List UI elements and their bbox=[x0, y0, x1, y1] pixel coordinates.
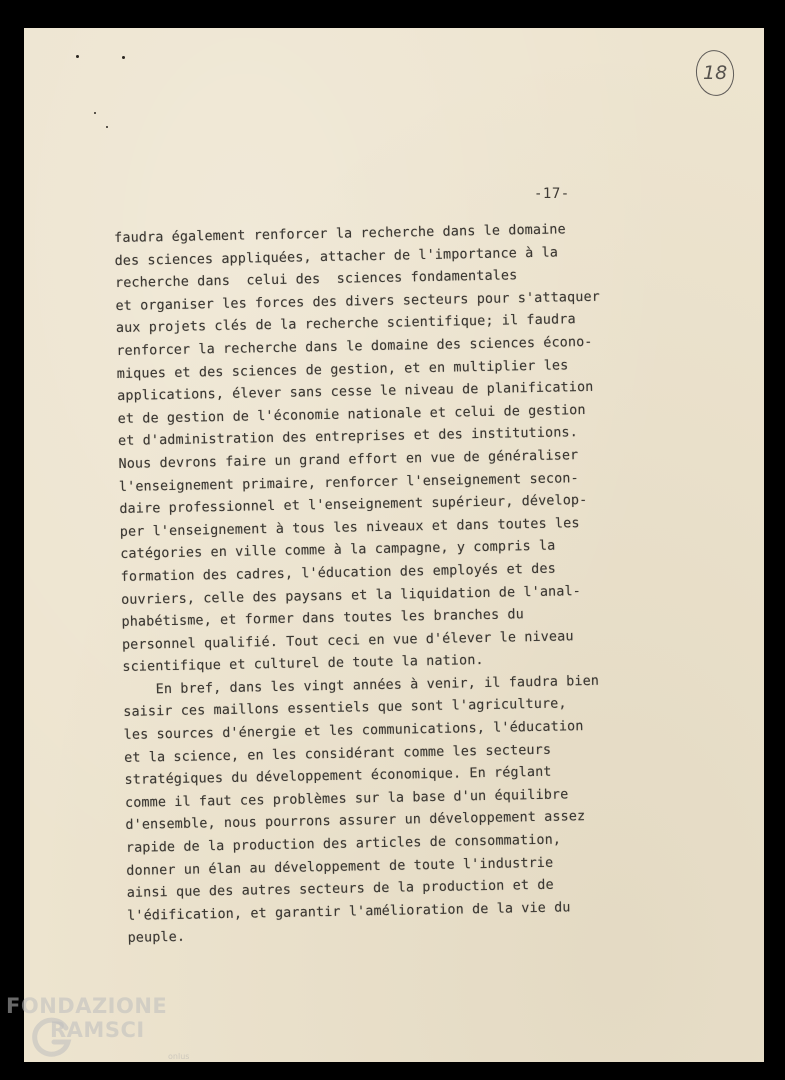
text-line: comme il faut ces problèmes sur la base d'un équilibre bbox=[124, 787, 569, 811]
text-line: ainsi que des autres secteurs de la production et de bbox=[126, 877, 554, 902]
text-line: personnel qualifié. Tout ceci en vue d'élever le niveau bbox=[121, 628, 574, 653]
text-line: peuple. bbox=[127, 930, 186, 947]
text-line: des sciences appliquées, attacher de l'importance à la bbox=[114, 245, 559, 269]
text-line: aux projets clés de la recherche scientifique; il faudra bbox=[115, 312, 576, 337]
text-line: d'ensemble, nous pourrons assurer un développement assez bbox=[125, 809, 586, 834]
watermark-line1: FONDAZIONE bbox=[6, 994, 168, 1018]
text-line: et la science, en les considérant comme les secteurs bbox=[124, 742, 552, 766]
page-number: -17- bbox=[534, 186, 570, 202]
folio-number: 18 bbox=[702, 62, 728, 84]
text-line: catégories en ville comme à la campagne, y compris la bbox=[120, 538, 556, 563]
text-line: formation des cadres, l'éducation des employés et des bbox=[120, 561, 557, 585]
text-line: et organiser les forces des divers secteurs pour s'attaquer bbox=[115, 289, 601, 314]
text-line: saisir ces maillons essentiels que sont l'agriculture, bbox=[123, 696, 567, 721]
watermark-line2: RAMSCI bbox=[50, 1018, 145, 1042]
typed-text-body bbox=[114, 217, 688, 951]
text-line: stratégiques du développement économique. En réglant bbox=[124, 764, 552, 789]
text-line: renforcer la recherche dans le domaine des sciences écono- bbox=[116, 334, 593, 359]
text-line: les sources d'énergie et les communications, l'éducation bbox=[123, 719, 584, 743]
watermark-small: onlus bbox=[168, 1052, 190, 1061]
text-line: l'édification, et garantir l'amélioration de la vie du bbox=[127, 900, 571, 924]
text-line: miques et des sciences de gestion, et en multiplier les bbox=[116, 357, 569, 382]
text-line: Nous devrons faire un grand effort en vue de généraliser bbox=[118, 448, 579, 472]
text-line: phabétisme, et former dans toutes les branches du bbox=[121, 607, 525, 631]
text-line: l'enseignement primaire, renforcer l'enseignement secon- bbox=[118, 470, 579, 495]
text-line: per l'enseignement à tous les niveaux et dans toutes les bbox=[119, 515, 580, 540]
text-line: applications, élever sans cesse le niveau de planification bbox=[117, 379, 594, 405]
text-line: scientifique et culturel de toute la nation. bbox=[122, 653, 484, 676]
paper-speck bbox=[76, 55, 79, 58]
text-line: et de gestion de l'économie nationale et celui de gestion bbox=[117, 402, 586, 427]
text-line: En bref, dans les vingt années à venir, il faudra bien bbox=[122, 673, 600, 698]
text-line: ouvriers, celle des paysans et la liquidation de l'anal- bbox=[120, 583, 582, 608]
text-line: rapide de la production des articles de consommation, bbox=[125, 832, 562, 856]
fondazione-gramsci-watermark bbox=[6, 994, 196, 1074]
text-line: et d'administration des entreprises et des institutions. bbox=[117, 425, 579, 450]
handwritten-folio-mark bbox=[693, 48, 737, 99]
text-line: donner un élan au développement de toute l'industrie bbox=[126, 855, 554, 879]
document-page bbox=[24, 28, 764, 1062]
paper-speck bbox=[122, 56, 125, 59]
paper-speck bbox=[94, 112, 96, 114]
paper-speck bbox=[106, 126, 108, 128]
text-line: recherche dans celui des sciences fondamentales bbox=[114, 268, 518, 292]
text-line: daire professionnel et l'enseignement supérieur, dévelop- bbox=[119, 493, 588, 518]
text-line: faudra également renforcer la recherche dans le domaine bbox=[114, 222, 566, 246]
